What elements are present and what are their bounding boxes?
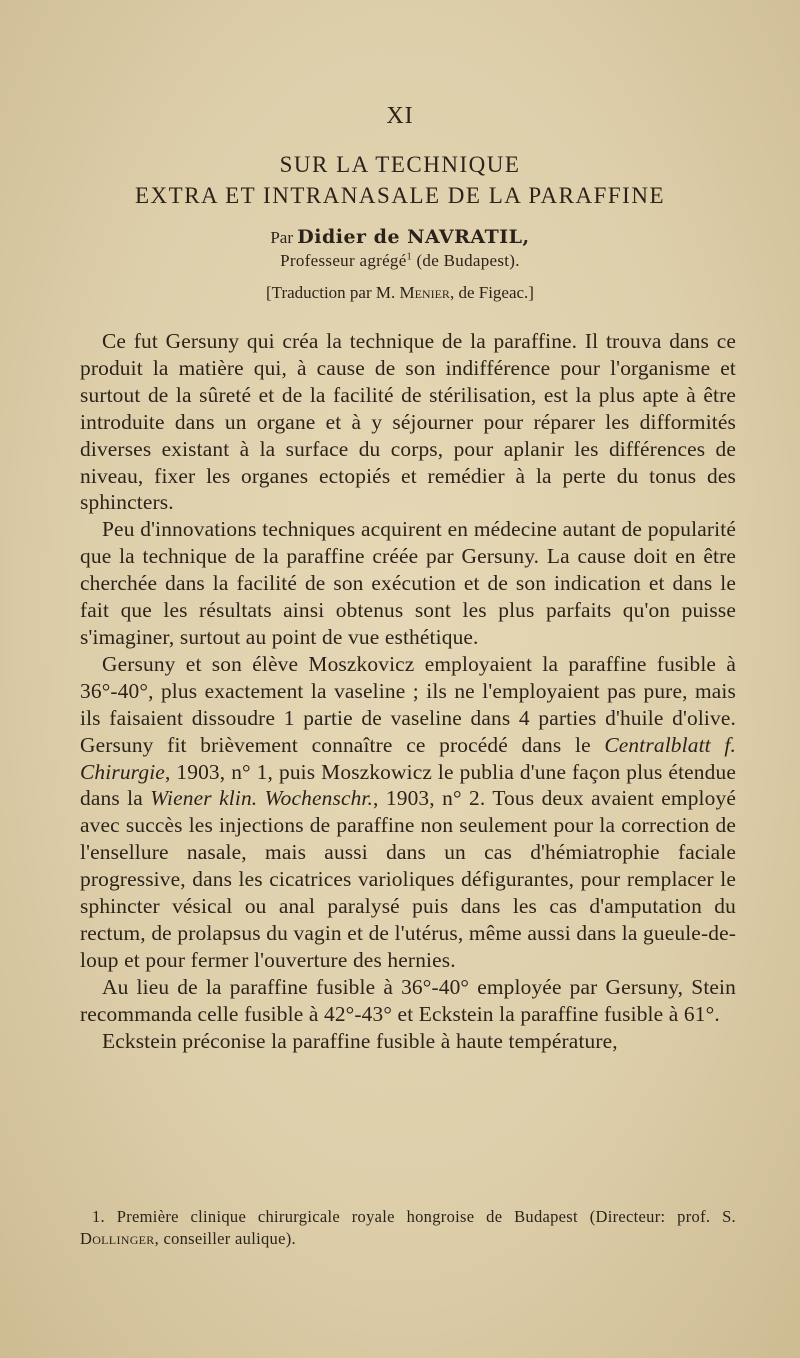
paragraph-5: Eckstein préconise la paraffine fusible à haute température, [102,1028,618,1053]
paragraph-3-text-a: Gersuny et son élève Moszkovicz employaient la paraffine fusible à 36°-40°, plus exactement la vaseline ; ils ne l'employaient pas pure, mais ils faisaient dissoudre 1 partie de vaseline dans 4 parties d'huile d'olive. Gersuny fit brièvement connaître ce procédé dans le [80,651,736,757]
footnote-text-a: Première clinique chirurgicale royale hongroise de Budapest (Directeur: prof. S. [116,1207,736,1226]
journal-title-centralblatt: Centralblatt f. Chirurgie [80,732,736,784]
paragraph-3 [80,651,736,974]
journal-title-wiener: Wiener klin. Wochenschr. [150,786,374,811]
paragraph-1: Ce fut Gersuny qui créa la technique de la paraffine. Il trouva dans ce produit la matière qui, à cause de son indifférence pour l'organisme et surtout de la sûreté et de la facilité de stérilisation, est la plus apte à être introduite dans un organe et à y séjourner pour réparer les difformités diverses existant à la surface du corps, pour aplanir les différences de niveau, fixer les organes ectopiés et remédier à la perte du tonus des sphincters. [80,329,736,515]
paragraph-3-text-c: , 1903, n° 2. Tous deux avaient employé avec succès les injections de paraffine non seulement pour la correction de l'ensellure nasale, mais aussi dans un cas d'hémiatrophie faciale progressive, dans les cicatrices varioliques défigurantes, pour remplacer le sphincter vésical ou anal paralysé puis dans les cas d'amputation du rectum, de prolapsus du vagin et de l'utérus, même aussi dans la gueule-de-loup et pour fermer l'ouverture des hernies. [80,786,736,972]
footnote-name: Dollinger [80,1229,155,1248]
paragraph-4: Au lieu de la paraffine fusible à 36°-40° employée par Gersuny, Stein recommanda celle fusible à 42°-43° et Eckstein la paraffine fusible à 61°. [80,974,736,1026]
translator-credit [0,283,800,303]
byline [0,226,800,248]
author-name: Didier de NAVRATIL, [297,226,530,248]
author-affiliation [0,251,800,271]
affiliation-title: Professeur agrégé [280,251,407,270]
footnote [80,1206,736,1250]
article-title-line-2: EXTRA ET INTRANASALE DE LA PARAFFINE [134,183,665,208]
paragraph-3-text-b: , 1903, n° 1, puis Moszkowicz le publia d'une façon plus étendue dans la [80,759,736,811]
byline-prefix: Par [270,228,294,247]
chapter-number: XI [386,103,414,129]
affiliation-city: (de Budapest). [416,251,520,270]
footnote-number: 1. [92,1207,105,1226]
article-title-line-1: SUR LA TECHNIQUE [279,152,521,177]
footnote-ref: 1 [406,251,412,263]
translator-place: , de Figeac.] [449,283,534,302]
article-body [80,328,736,1054]
translator-name: Menier [399,283,450,302]
footnote-text-b: , conseiller aulique). [154,1229,296,1248]
paragraph-2: Peu d'innovations techniques acquirent en médecine autant de popularité que la technique de la paraffine créée par Gersuny. La cause doit en être cherchée dans la facilité de son exécution et de son indication et dans le fait que les résultats ainsi obtenus sont les plus parfaits qu'on puisse s'imaginer, surtout au point de vue esthétique. [80,517,736,649]
translator-prefix: [Traduction par M. [266,283,396,302]
